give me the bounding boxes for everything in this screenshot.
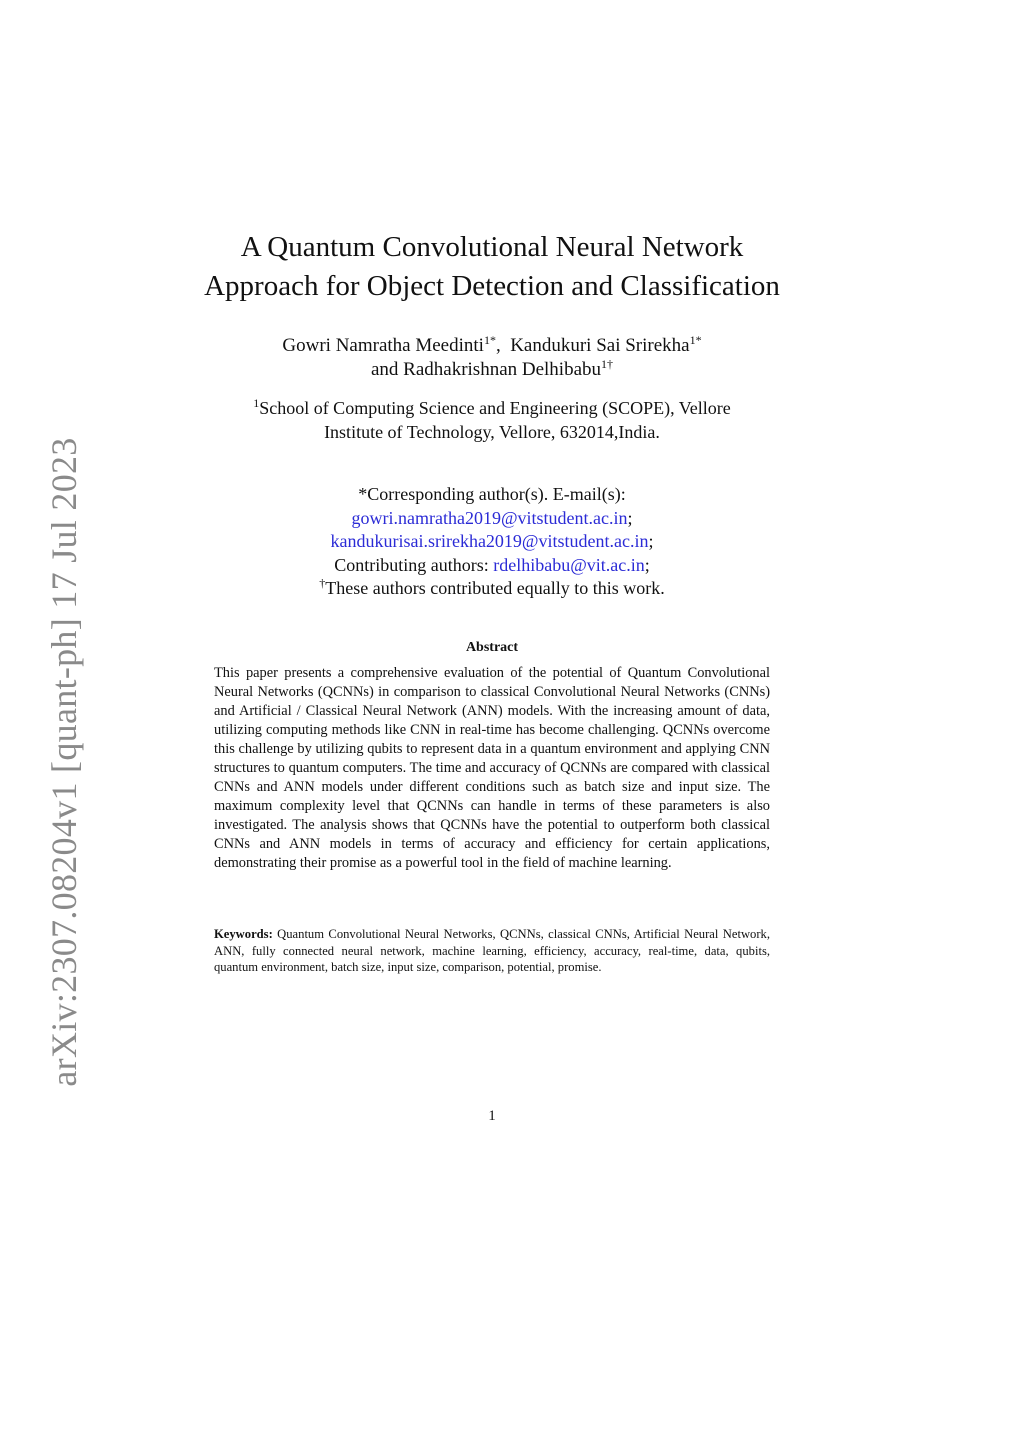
email-line-2 [150,530,834,554]
author-name-1: Gowri Namratha Meedinti [282,335,484,356]
author-name-3: and Radhakrishnan Delhibabu [370,359,602,380]
affiliation-text-1: School of Computing Science and Engineering (SCOPE), Vellore [259,398,731,418]
keywords-text: Quantum Convolutional Neural Networks, QCNNs, classical CNNs, Artificial Neural Network, ANN, fully connected neural network, machine learning, efficiency, accuracy, real-time, data, qubits, quantum environment, batch size, input size, comparison, potential, promise. [214,927,770,974]
affiliation-mark: 1 [253,396,260,410]
title-line-1: A Quantum Convolutional Neural Network [240,231,744,263]
author-3-affiliation-mark: 1† [601,357,614,371]
email-separator-3: ; [644,554,650,575]
author-1-affiliation-mark: 1* [483,333,496,347]
author-line-2 [150,358,834,382]
keywords-block [214,926,770,976]
keywords-label: Keywords: [214,927,273,941]
email-separator-1: ; [627,507,633,528]
equal-contribution-line [150,577,834,601]
author-list [150,334,834,382]
correspondence-block [150,483,834,601]
contributing-label: Contributing authors: [334,554,494,575]
email-line-1 [150,507,834,531]
email-separator-2: ; [648,531,654,551]
abstract-text: This paper presents a comprehensive evaluation of the potential of Quantum Convolutional Neural Networks (QCNNs) in comparison to classical Convolutional Neural Networks (CNNs) and Artificial / Classical Neural Network (ANN) models. With the increasing amount of data, utilizing computing methods like CNN in real-time has become challenging. QCNNs overcome this challenge by utilizing qubits to represent data in a quantum environment and applying CNN structures to quantum computers. The time and accuracy of QCNNs are compared with classical CNNs and ANN models under different conditions such as batch size and input size. The maximum complexity level that QCNNs can handle in terms of these parameters is also investigated. The analysis shows that QCNNs have the potential to outperform both classical CNNs and ANN models in terms of accuracy and efficiency for certain applications, demonstrating their promise as a powerful tool in the field of machine learning. [214,665,770,871]
contributing-line [150,554,834,578]
author-name-2: Kandukuri Sai Srirekha [510,335,690,356]
arxiv-identifier-stamp: arXiv:2307.08204v1 [quant-ph] 17 Jul 2023 [44,437,84,1087]
email-link-3[interactable]: rdelhibabu@vit.ac.in [493,554,645,575]
affiliation-line-1 [150,396,834,420]
email-link-2[interactable]: kandukurisai.srirekha2019@vitstudent.ac.in [330,531,649,551]
affiliation-line-2: Institute of Technology, Vellore, 632014,India. [324,422,660,442]
equal-contribution-note: These authors contributed equally to this work. [325,578,665,598]
author-line-1 [150,334,834,358]
abstract-heading: Abstract [465,640,519,655]
corresponding-heading: *Corresponding author(s). E-mail(s): [358,484,626,504]
email-link-1[interactable]: gowri.namratha2019@vitstudent.ac.in [351,507,628,528]
author-2-affiliation-mark: 1* [689,333,702,347]
author-separator: , [495,335,511,356]
page-number: 1 [488,1108,496,1124]
paper-title [150,228,834,306]
affiliation [150,396,834,444]
dagger-mark: † [319,576,326,590]
title-line-2: Approach for Object Detection and Classification [204,270,780,302]
